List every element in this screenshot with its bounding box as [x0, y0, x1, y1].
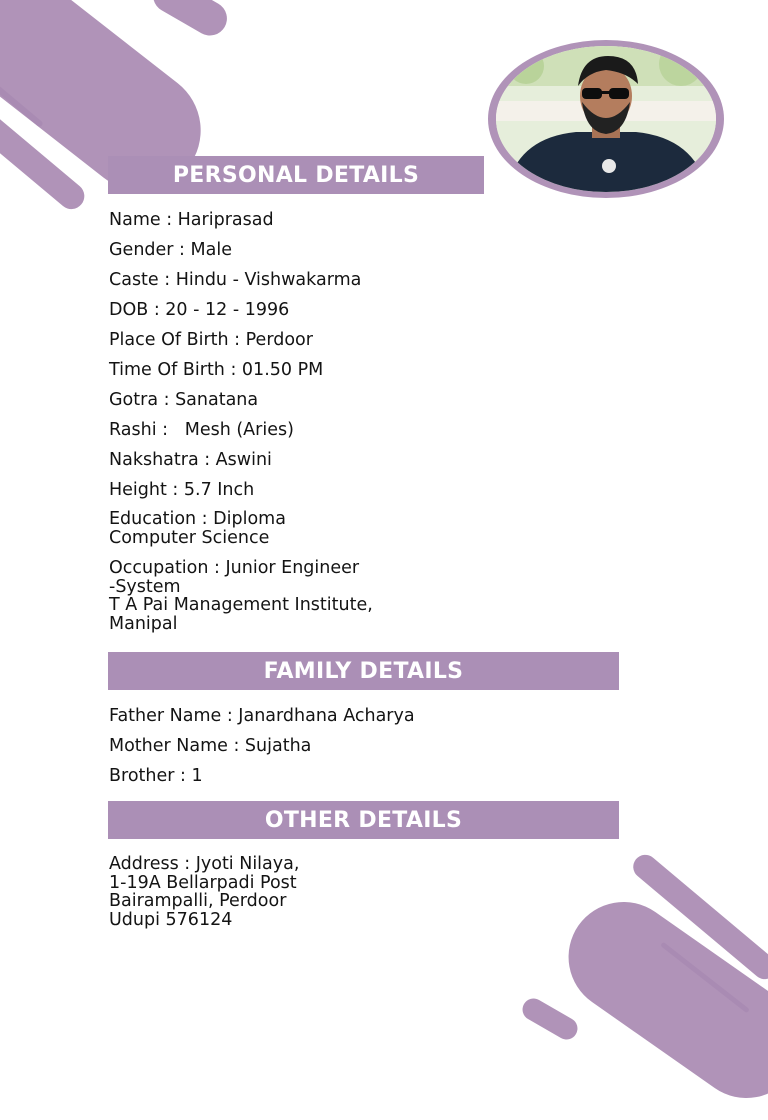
detail-dob: DOB : 20 - 12 - 1996 — [109, 300, 290, 320]
detail-gotra: Gotra : Sanatana — [109, 390, 259, 410]
detail-name: Name : Hariprasad — [109, 210, 274, 230]
detail-education-line-2: Computer Science — [109, 527, 270, 548]
other-details-heading: OTHER DETAILS — [108, 801, 619, 839]
personal-details-heading: PERSONAL DETAILS — [108, 156, 484, 194]
detail-mother-name: Mother Name : Sujatha — [109, 736, 312, 756]
decorative-pill-top-small — [147, 0, 233, 42]
detail-occupation-line-3: T A Pai Management Institute, — [109, 595, 373, 615]
decorative-pill-bottom-small — [519, 994, 582, 1043]
detail-occupation-line-1: Occupation : Junior Engineer — [109, 558, 360, 578]
detail-address-line-3: Bairampalli, Perdoor — [109, 891, 287, 911]
detail-education-line-1: Education : Diploma — [109, 509, 286, 529]
personal-details-list — [109, 210, 373, 633]
detail-time-of-birth: Time Of Birth : 01.50 PM — [109, 360, 324, 380]
detail-height: Height : 5.7 Inch — [109, 480, 255, 500]
detail-gender: Gender : Male — [109, 240, 232, 260]
detail-occupation-line-4: Manipal — [109, 613, 178, 634]
family-details-heading: FAMILY DETAILS — [108, 652, 619, 690]
person-portrait-icon — [496, 46, 716, 192]
family-details-list — [109, 706, 415, 786]
detail-caste: Caste : Hindu - Vishwakarma — [109, 270, 362, 290]
detail-address-line-2: 1-19A Bellarpadi Post — [109, 872, 297, 893]
detail-occupation-line-2: -System — [109, 576, 181, 597]
detail-place-of-birth: Place Of Birth : Perdoor — [109, 330, 313, 350]
detail-father-name: Father Name : Janardhana Acharya — [109, 706, 415, 726]
detail-rashi: Rashi : Mesh (Aries) — [109, 420, 294, 440]
detail-nakshatra: Nakshatra : Aswini — [109, 450, 272, 470]
detail-address-line-4: Udupi 576124 — [109, 909, 233, 930]
detail-brother: Brother : 1 — [109, 766, 203, 786]
detail-address-line-1: Address : Jyoti Nilaya, — [109, 854, 300, 874]
profile-photo — [496, 46, 716, 192]
other-details-list — [109, 855, 299, 929]
